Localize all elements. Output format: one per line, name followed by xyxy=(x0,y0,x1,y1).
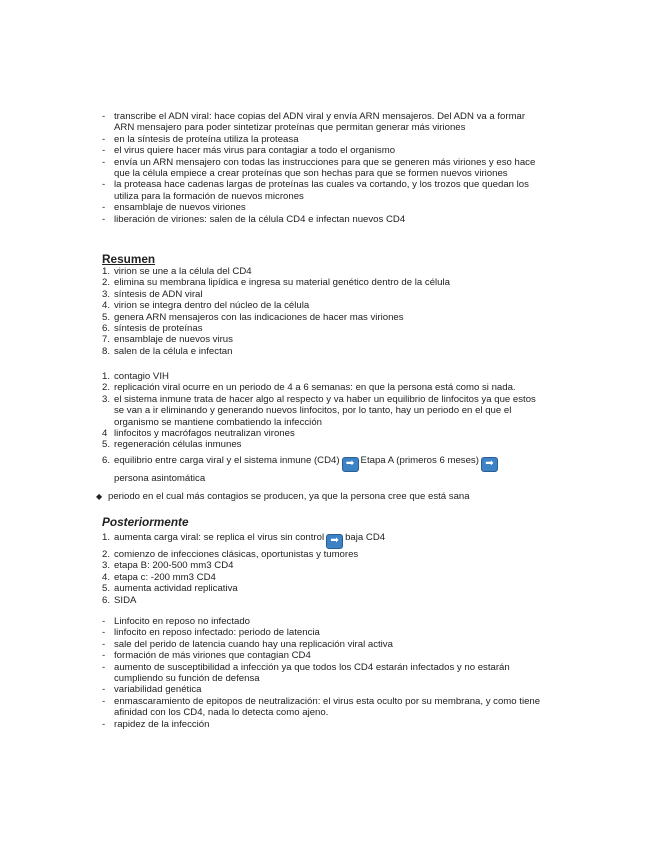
list-item: - transcribe el ADN viral: hace copias del ADN viral y envía ARN mensajeros. Del ADN va a formar ARN mensajero para poder sintetizar proteínas que permitan generar más viriones xyxy=(102,111,526,134)
list-item: - en la síntesis de proteína utiliza la proteasa xyxy=(102,133,299,145)
list-item: - el virus quiere hacer más virus para contagiar a todo el organismo xyxy=(102,145,396,157)
list-item: 3. síntesis de ADN viral xyxy=(102,288,203,300)
right-arrow-icon: ➡ xyxy=(481,457,498,472)
etapas-list xyxy=(102,371,542,485)
list-item: 1. aumenta carga viral: se replica el virus sin control ➡ baja CD4 xyxy=(102,531,542,549)
list-item: 8. salen de la célula e infectan xyxy=(102,345,233,357)
posteriormente-list xyxy=(102,531,542,606)
list-item: - rapidez de la infección xyxy=(102,718,210,730)
list-item: - ensamblaje de nuevos viriones xyxy=(102,202,246,214)
list-item: 4 linfocitos y macrófagos neutralizan virones xyxy=(102,428,295,440)
list-item: 3. el sistema inmune trata de hacer algo al respecto y va haber un equilibrio de linfocitos ya que estos se van a ir eliminando y generando nuevos linfocitos, por lo tanto, hay un periodo en el que el organismo se mantiene combatiendo la infección xyxy=(102,393,536,428)
list-item: - enmascaramiento de epitopos de neutralización: el virus esta oculto por su membrana, y como tiene afinidad con los CD4, nada lo detecta como ajeno. xyxy=(102,695,541,719)
right-arrow-icon: ➡ xyxy=(342,457,359,472)
list-item: - la proteasa hace cadenas largas de proteínas las cuales va cortando, y los trozos que quedan los utiliza para la formación de nuevos micrones xyxy=(102,179,529,202)
diamond-bullet-icon: ◆ xyxy=(96,492,103,501)
list-item: 6. equilibrio entre carga viral y el sistema inmune (CD4) ➡ Etapa A (primeros 6 meses) ➡ persona asintomática xyxy=(102,454,542,485)
posteriormente-heading: Posteriormente xyxy=(102,515,189,529)
list-item: - envía un ARN mensajero con todas las instrucciones para que se generen más viriones y eso hace que la célula empiece a crear proteínas que son hechas para que se formen nuevos viriones xyxy=(102,156,536,180)
list-item: 6. síntesis de proteínas xyxy=(102,323,203,335)
dash-list-replication xyxy=(102,111,542,225)
list-item: 2. elimina su membrana lipídica e ingresa su material genético dentro de la célula xyxy=(102,277,450,289)
list-item: 5. genera ARN mensajeros con las indicaciones de hacer mas viriones xyxy=(102,311,404,323)
list-item: - linfocito en reposo infectado: periodo de latencia xyxy=(102,627,320,639)
list-item: 4. etapa c: -200 mm3 CD4 xyxy=(102,571,216,583)
etapas-note: ◆ periodo en el cual más contagios se producen, ya que la persona cree que está sana xyxy=(96,491,470,502)
dash-list-latencia xyxy=(102,616,542,730)
list-item: - sale del perido de latencia cuando hay una replicación viral activa xyxy=(102,638,393,650)
list-item: 6. SIDA xyxy=(102,594,137,606)
list-item: - aumento de susceptibilidad a infección ya que todos los CD4 estarán infectados y no estarán cumpliendo su función de defensa xyxy=(102,661,510,685)
list-item: - variabilidad genética xyxy=(102,684,202,696)
list-item: 4. virion se integra dentro del núcleo de la célula xyxy=(102,300,310,312)
right-arrow-icon: ➡ xyxy=(326,534,343,549)
list-item: 1. virion se une a la célula del CD4 xyxy=(102,266,252,277)
resumen-list xyxy=(102,266,542,357)
list-item: 5. aumenta actividad replicativa xyxy=(102,583,238,595)
resumen-heading: Resumen xyxy=(102,252,156,266)
list-item: - formación de más viriones que contagian CD4 xyxy=(102,650,311,662)
list-item: - Linfocito en reposo no infectado xyxy=(102,616,251,627)
list-item: 7. ensamblaje de nuevos virus xyxy=(102,334,233,346)
list-item: 5. regeneración células inmunes xyxy=(102,439,242,451)
list-item: 2. comienzo de infecciones clásicas, oportunistas y tumores xyxy=(102,549,359,560)
list-item: 2. replicación viral ocurre en un periodo de 4 a 6 semanas: en que la persona está como si nada. xyxy=(102,382,516,394)
list-item: 3. etapa B: 200-500 mm3 CD4 xyxy=(102,560,234,572)
list-item: 1. contagio VIH xyxy=(102,371,169,382)
list-item: - liberación de viriones: salen de la célula CD4 e infectan nuevos CD4 xyxy=(102,213,406,225)
